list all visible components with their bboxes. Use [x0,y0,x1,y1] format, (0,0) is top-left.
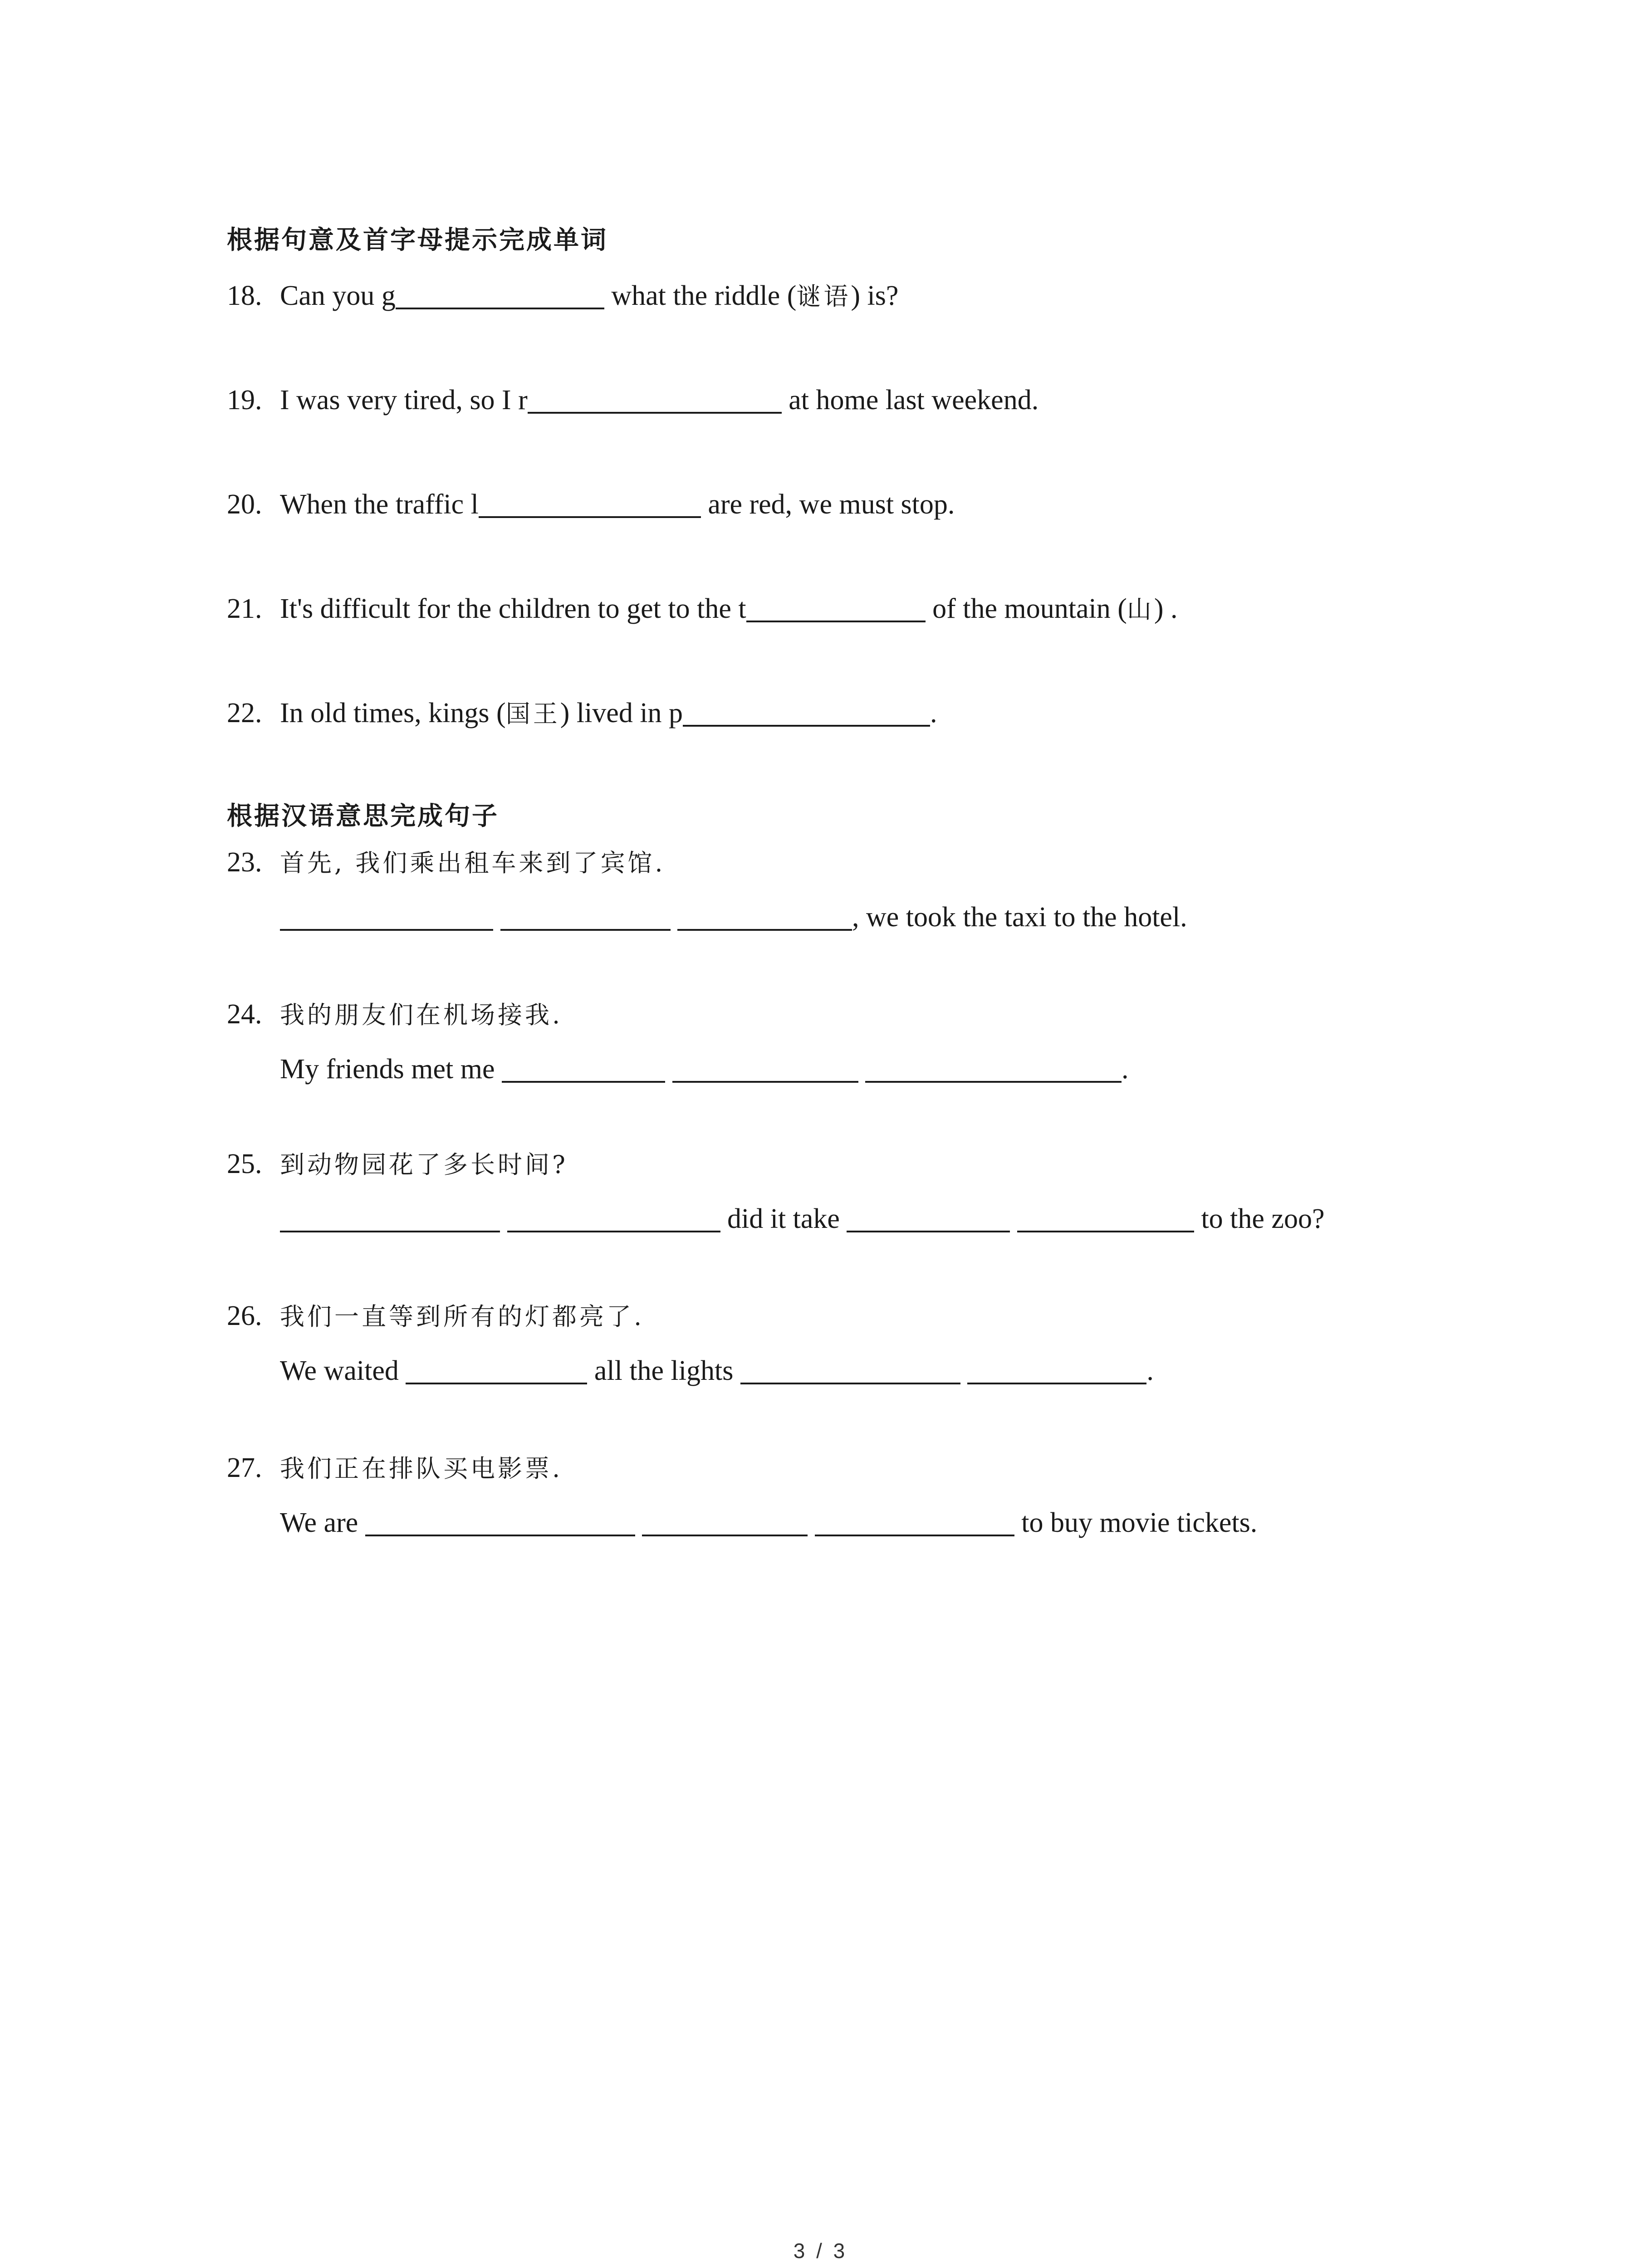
question-number: 19. [227,385,262,415]
answer-blank[interactable] [500,903,671,931]
chinese-prompt: 我们正在排队买电影票. [280,1454,563,1483]
chinese-prompt: 首先, 我们乘出租车来到了宾馆. [280,849,666,877]
question-number: 26. [227,1300,262,1331]
answer-blank[interactable] [683,699,930,727]
answer-blank[interactable] [528,386,782,414]
answer-blank[interactable] [396,281,604,309]
question-25-answer [280,1204,1324,1233]
chinese-prompt: 我们一直等到所有的灯都亮了. [280,1302,645,1331]
question-25-prompt [227,1150,568,1178]
question-19 [227,386,1038,414]
question-text: of the mountain ( [925,593,1127,624]
question-23-answer [280,903,1187,931]
question-21 [227,594,1178,623]
question-number: 25. [227,1149,262,1179]
question-27-answer [280,1508,1257,1537]
question-text: We are [280,1507,358,1538]
question-20 [227,490,955,518]
question-text: When the traffic l [280,489,479,520]
question-22 [227,699,937,727]
chinese-prompt: 到动物园花了多长时间? [280,1150,568,1179]
question-18 [227,281,898,310]
answer-blank[interactable] [642,1508,808,1536]
question-text: . [930,698,937,728]
answer-blank[interactable] [1017,1204,1194,1232]
answer-blank[interactable] [280,903,493,931]
answer-blank[interactable] [815,1508,1014,1536]
question-27-prompt [227,1454,563,1482]
question-text: to the zoo? [1201,1203,1325,1234]
answer-blank[interactable] [865,1055,1122,1083]
question-number: 23. [227,847,262,878]
page-number: 3 / 3 [793,2239,848,2263]
chinese-hint: 谜语 [796,282,851,311]
question-text: Can you g [280,280,396,311]
answer-blank[interactable] [365,1508,635,1536]
answer-blank[interactable] [406,1356,587,1384]
answer-blank[interactable] [502,1055,665,1083]
answer-blank[interactable] [967,1356,1146,1384]
question-24-prompt [227,1000,563,1028]
answer-blank[interactable] [746,594,926,622]
question-text: to buy movie tickets. [1021,1507,1258,1538]
question-text: ) lived in p [560,698,683,728]
question-23-prompt [227,848,666,876]
answer-blank[interactable] [479,490,701,518]
question-text: In old times, kings ( [280,698,506,728]
answer-blank[interactable] [740,1356,960,1384]
chinese-hint: 山 [1127,595,1154,624]
question-text: I was very tired, so I r [280,385,528,415]
question-text: . [1122,1054,1129,1085]
question-text: are red, we must stop. [700,489,955,520]
answer-blank[interactable] [677,903,852,931]
question-number: 22. [227,698,262,728]
question-text: , we took the taxi to the hotel. [852,902,1187,933]
question-text: ) is? [851,280,899,311]
question-number: 24. [227,999,262,1030]
answer-blank[interactable] [847,1204,1010,1232]
question-number: 18. [227,280,262,311]
question-text: We waited [280,1355,399,1386]
question-text: at home last weekend. [781,385,1039,415]
answer-blank[interactable] [280,1204,500,1232]
section-heading-sentence-completion: 根据汉语意思完成句子 [227,801,499,831]
answer-blank[interactable] [672,1055,858,1083]
question-text: did it take [727,1203,840,1234]
question-number: 20. [227,489,262,520]
question-text: all the lights [594,1355,734,1386]
answer-blank[interactable] [507,1204,720,1232]
question-text: My friends met me [280,1054,495,1085]
question-text: It's difficult for the children to get to the t [280,593,746,624]
question-26-prompt [227,1302,644,1330]
question-number: 21. [227,593,262,624]
chinese-prompt: 我的朋友们在机场接我. [280,1001,563,1029]
question-text: what the riddle ( [604,280,797,311]
question-text: . [1146,1355,1154,1386]
question-text: ) . [1154,593,1178,624]
chinese-hint: 国王 [505,699,560,728]
section-heading-word-completion: 根据句意及首字母提示完成单词 [227,225,608,255]
question-26-answer [280,1356,1154,1385]
question-24-answer [280,1055,1129,1083]
question-number: 27. [227,1452,262,1483]
